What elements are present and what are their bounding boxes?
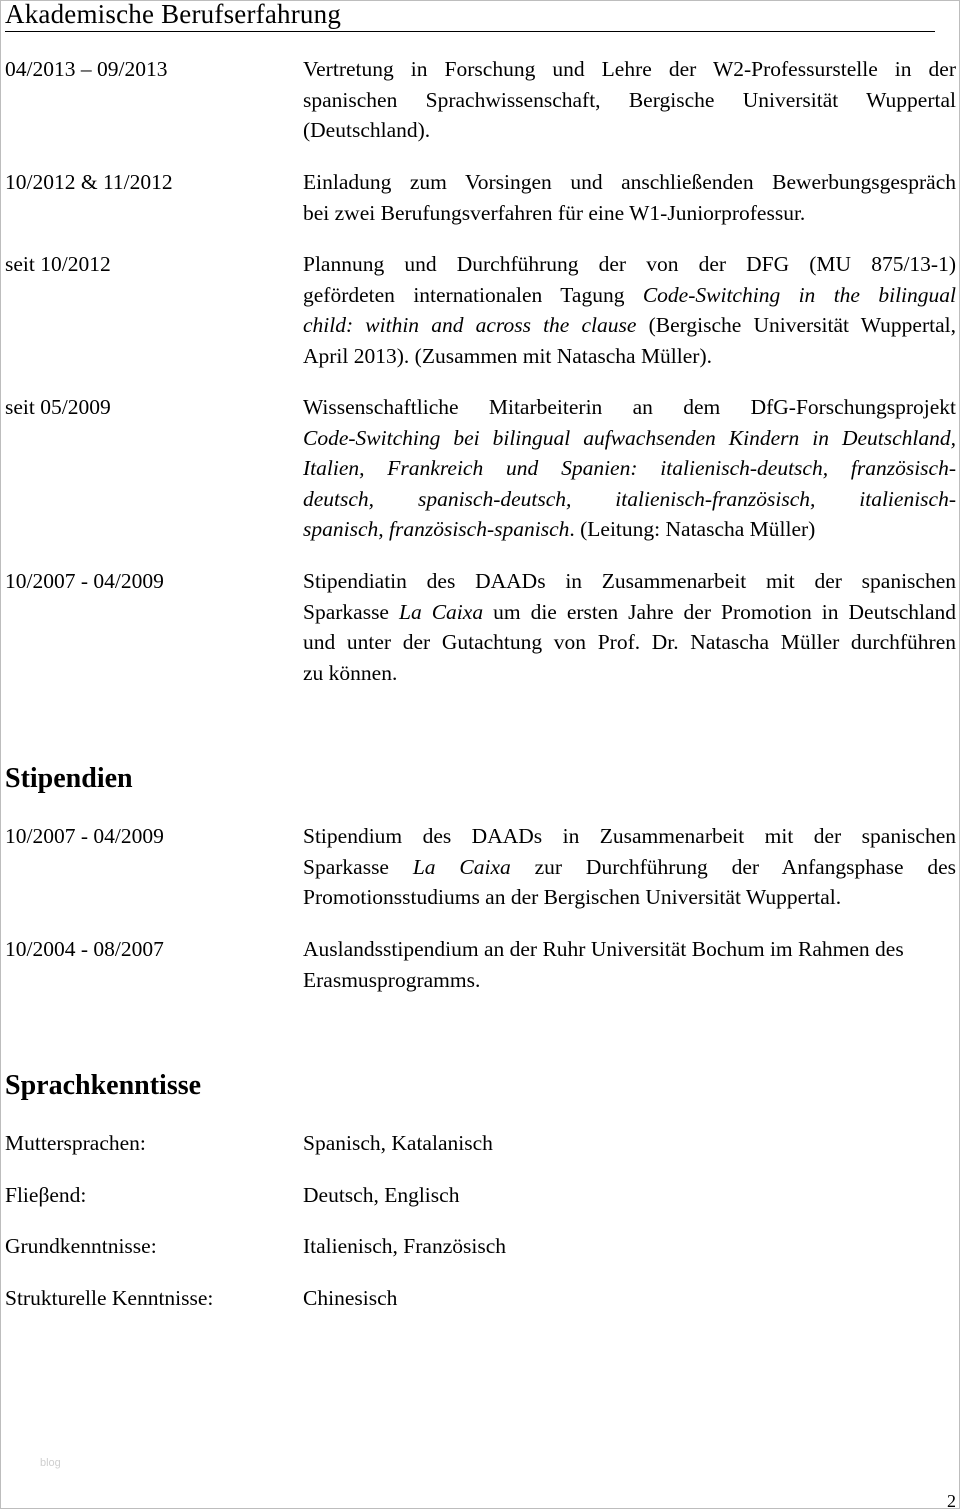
watermark: blog	[40, 1457, 61, 1469]
desc-line	[303, 852, 956, 883]
desc-text: Sparkasse	[303, 599, 399, 624]
language-label: Grundkenntnisse:	[5, 1234, 157, 1258]
project-title: deutsch, spanisch-deutsch, italienisch-französisch, italienisch-	[303, 486, 956, 511]
entry-description	[303, 54, 956, 146]
section-title-academic: Akademische Berufserfahrung	[5, 0, 342, 29]
project-title: Code-Switching bei bilingual aufwachsenden Kindern in Deutschland,	[303, 425, 956, 450]
desc-line: spanischen Sprachwissenschaft, Bergische Universität Wuppertal	[303, 87, 956, 112]
entry-description	[303, 167, 956, 228]
desc-line: April 2013). (Zusammen mit Natascha Müller).	[303, 343, 712, 368]
entry-date: 10/2004 - 08/2007	[5, 937, 164, 961]
desc-line: Stipendium des DAADs in Zusammenarbeit mit der spanischen	[303, 824, 956, 848]
entry-date: seit 10/2012	[5, 252, 111, 276]
desc-line: bei zwei Berufungsverfahren für eine W1-Juniorprofessur.	[303, 200, 806, 225]
desc-text: zur Durchführung der Anfangsphase des	[510, 854, 956, 879]
desc-line	[303, 310, 956, 341]
entry-description	[303, 821, 956, 913]
language-label: Muttersprachen:	[5, 1131, 146, 1155]
entry-description	[303, 566, 956, 688]
desc-text: um die ersten Jahre der Promotion in Deutschland	[483, 599, 956, 624]
desc-line: und unter der Gutachtung von Prof. Dr. Natascha Müller durchführen	[303, 630, 956, 655]
entry-date: seit 05/2009	[5, 395, 111, 419]
conference-title: child: within and across the clause	[303, 313, 637, 338]
section-title-scholarships: Stipendien	[5, 763, 133, 794]
entry-date: 10/2007 - 04/2009	[5, 824, 164, 848]
desc-line: Auslandsstipendium an der Ruhr Universität Bochum im Rahmen des	[303, 937, 904, 961]
desc-text: gefördeten internationalen Tagung	[303, 282, 643, 307]
entry-date: 04/2013 – 09/2013	[5, 57, 168, 81]
desc-text: . (Leitung: Natascha Müller)	[569, 517, 816, 542]
page-number: 2	[947, 1491, 956, 1511]
desc-line	[303, 514, 956, 545]
desc-line	[303, 597, 956, 628]
entry-description	[303, 249, 956, 371]
language-value: Italienisch, Französisch	[303, 1234, 507, 1258]
desc-line: Wissenschaftliche Mitarbeiterin an dem DfG-Forschungsprojekt	[303, 395, 956, 419]
language-value: Chinesisch	[303, 1286, 398, 1310]
language-value: Deutsch, Englisch	[303, 1183, 460, 1207]
entry-description	[303, 934, 960, 995]
bank-name: La Caixa	[399, 599, 484, 624]
project-title: Italien, Frankreich und Spanien: italienisch-deutsch, französisch-	[303, 456, 956, 481]
language-label: Flieβend:	[5, 1183, 87, 1207]
desc-text: (Bergische Universität Wuppertal,	[636, 313, 956, 338]
desc-line: Promotionsstudiums an der Bergischen Universität Wuppertal.	[303, 885, 842, 910]
desc-line: zu können.	[303, 660, 398, 685]
desc-text: Sparkasse	[303, 854, 413, 879]
desc-line: Einladung zum Vorsingen und anschließenden Bewerbungsgespräch	[303, 170, 956, 194]
section-title-languages: Sprachkenntisse	[5, 1070, 202, 1101]
entry-date: 10/2007 - 04/2009	[5, 569, 164, 593]
language-label: Strukturelle Kenntnisse:	[5, 1286, 214, 1310]
conference-title: Code-Switching in the bilingual	[642, 282, 957, 307]
bank-name: La Caixa	[412, 854, 511, 879]
language-value: Spanisch, Katalanisch	[303, 1131, 493, 1155]
entry-description	[303, 392, 956, 545]
desc-line: Erasmusprogramms.	[303, 967, 481, 992]
entry-date: 10/2012 & 11/2012	[5, 170, 173, 194]
desc-line: Vertretung in Forschung und Lehre der W2-Professurstelle in der	[303, 57, 956, 81]
desc-line: Plannung und Durchführung der von der DFG (MU 875/13-1)	[303, 252, 956, 276]
desc-line	[303, 280, 956, 311]
project-title: spanisch, französisch-spanisch	[303, 517, 570, 542]
desc-line: (Deutschland).	[303, 118, 431, 143]
desc-line: Stipendiatin des DAADs in Zusammenarbeit mit der spanischen	[303, 569, 956, 593]
